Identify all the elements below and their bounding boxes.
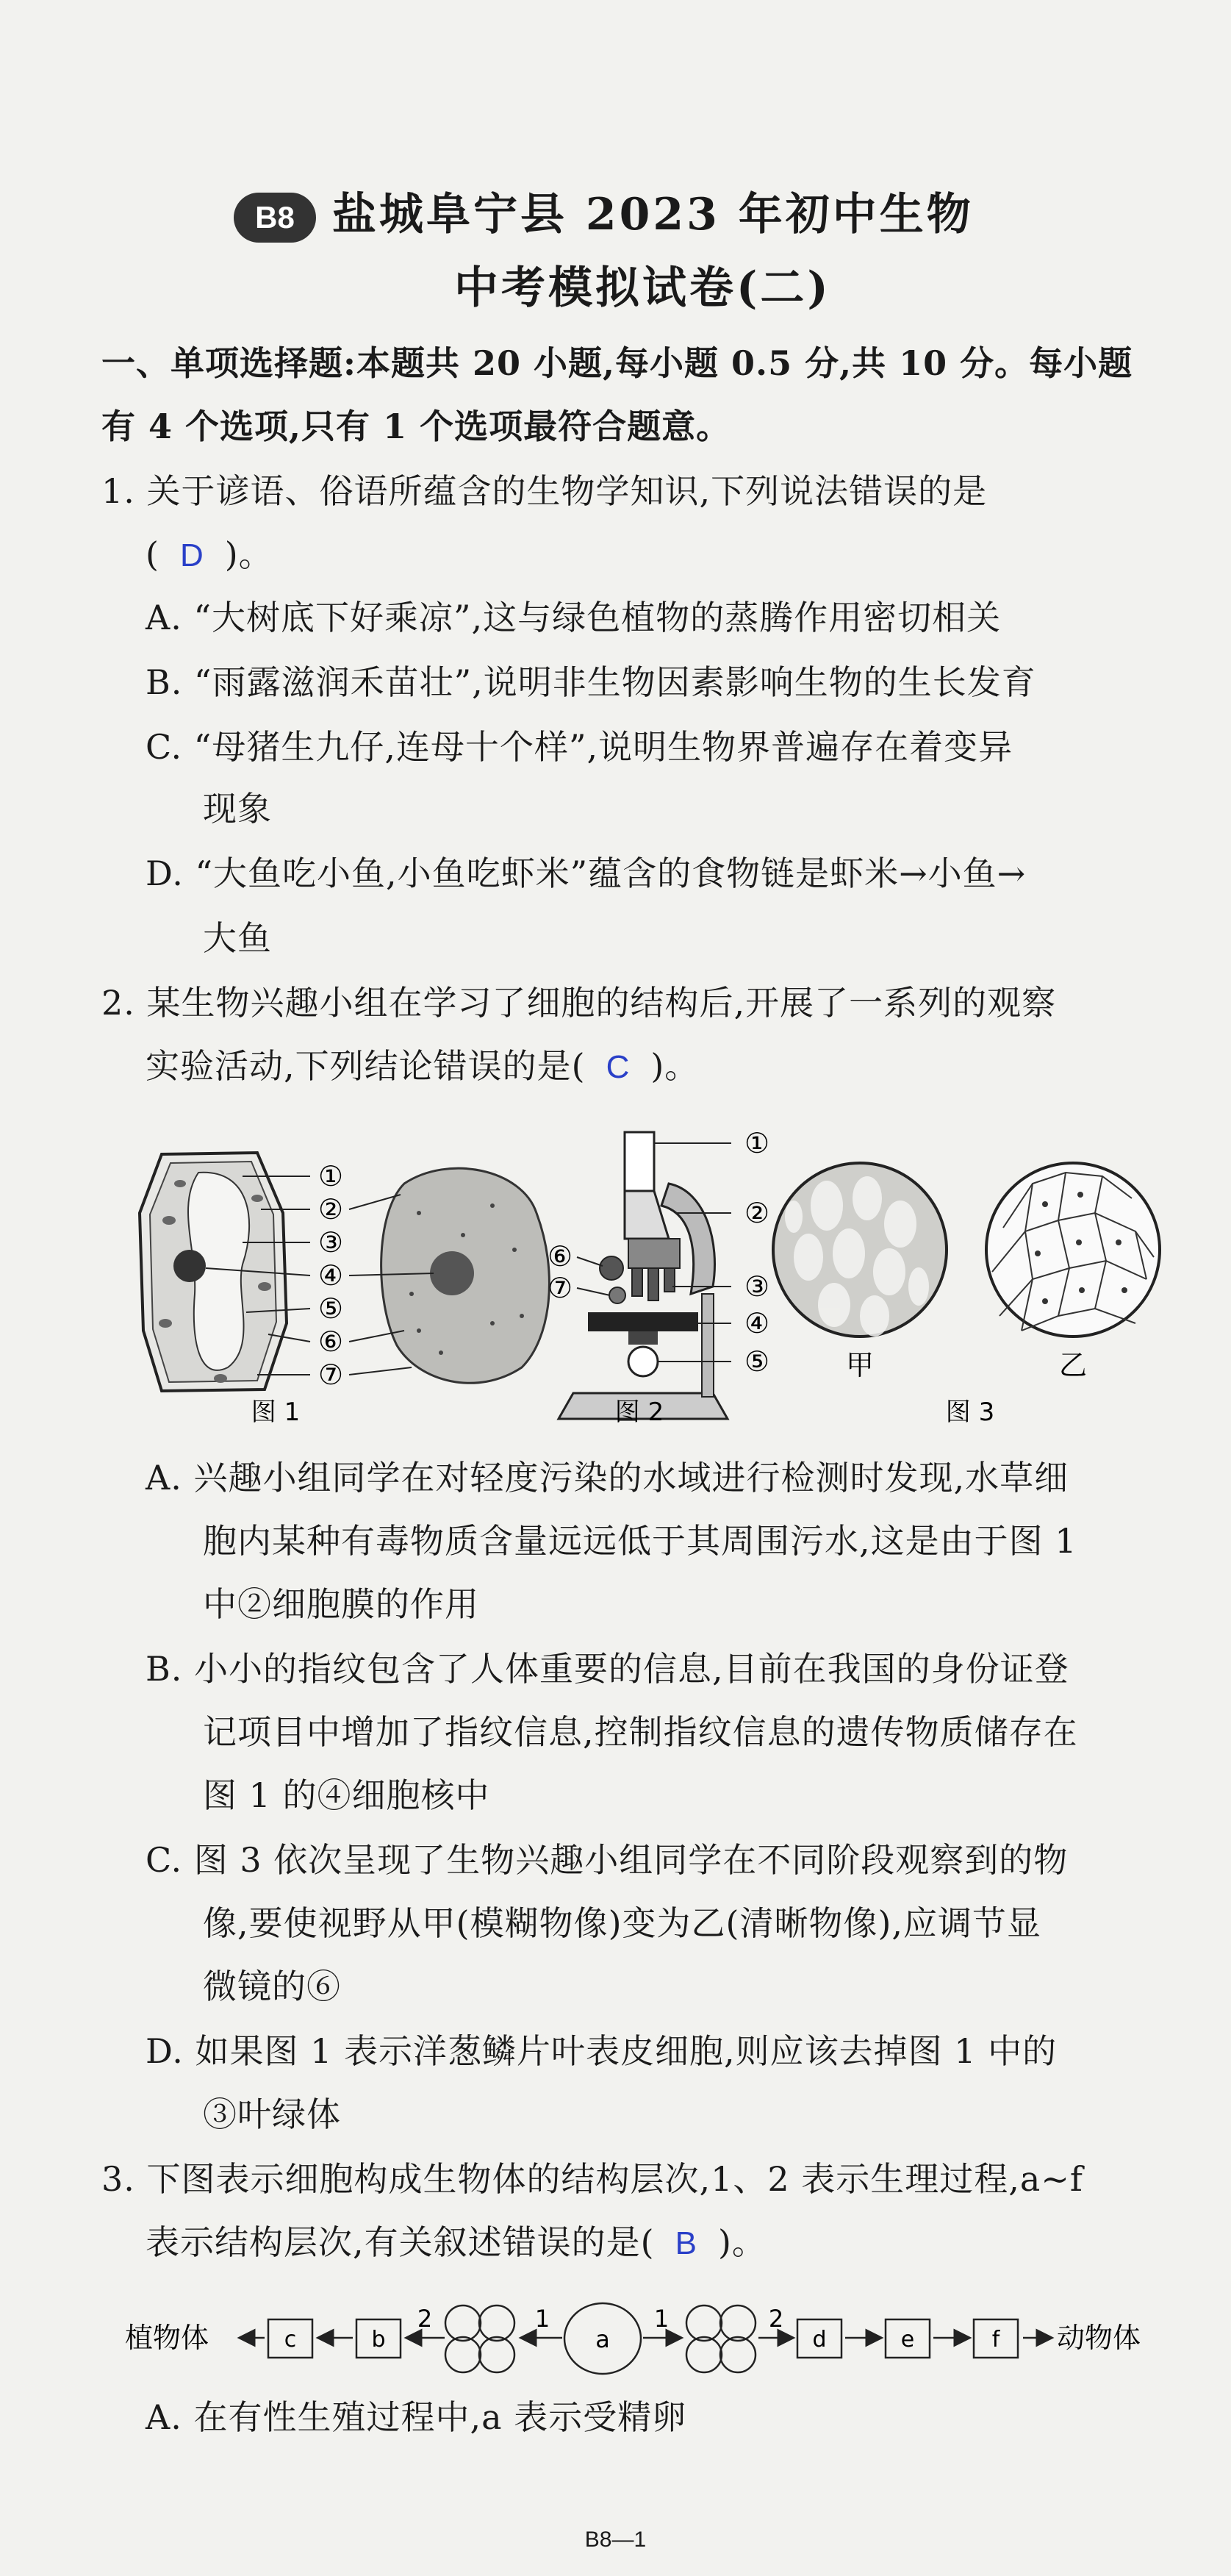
fig1-caption: 图 1 <box>251 1398 301 1427</box>
fig1-label-1: ① <box>317 1160 344 1192</box>
clear-view-yi <box>986 1163 1160 1337</box>
fig1-label-6: ⑥ <box>317 1325 344 1358</box>
q2-option-a-line1: A. 兴趣小组同学在对轻度污染的水域进行检测时发现,水草细 <box>146 1458 1069 1498</box>
q1-option-d-line2: 大鱼 <box>203 918 272 958</box>
process-1-right: 1 <box>653 2305 670 2333</box>
q2-option-b-line1: B. 小小的指纹包含了人体重要的信息,目前在我国的身份证登 <box>146 1649 1069 1689</box>
q3-stem-line1: 3. 下图表示细胞构成生物体的结构层次,1、2 表示生理过程,a~f <box>101 2159 1083 2199</box>
section-badge: B8 <box>234 193 316 243</box>
box-f: f <box>991 2327 1000 2353</box>
four-cells-right <box>686 2305 756 2372</box>
label-jia: 甲 <box>845 1349 875 1381</box>
fig1-label-4: ④ <box>317 1259 344 1292</box>
plant-body-label: 植物体 <box>125 2322 209 2354</box>
page-number: B8—1 <box>584 2527 647 2552</box>
box-e: e <box>900 2327 915 2353</box>
process-2-left: 2 <box>417 2305 433 2333</box>
structure-level-diagram <box>118 2290 1161 2386</box>
fig2-label-1: ① <box>744 1127 770 1159</box>
fig2-label-7: ⑦ <box>547 1272 573 1304</box>
q2-option-c-line2: 像,要使视野从甲(模糊物像)变为乙(清晰物像),应调节显 <box>203 1903 1042 1943</box>
box-b: b <box>371 2327 386 2353</box>
q2-option-b-line3: 图 1 的④细胞核中 <box>203 1775 490 1815</box>
process-2-right: 2 <box>768 2305 784 2333</box>
box-d: d <box>812 2327 827 2353</box>
animal-cell-diagram <box>349 1168 549 1383</box>
q2-option-a-line2: 胞内某种有毒物质含量远远低于其周围污水,这是由于图 1 <box>203 1521 1077 1561</box>
q3-answer: B <box>675 2225 697 2261</box>
q1-answer: D <box>179 537 204 573</box>
fig3-caption: 图 3 <box>945 1398 995 1427</box>
q1-option-b: B. “雨露滋润禾苗壮”,说明非生物因素影响生物的生长发育 <box>146 662 1036 702</box>
page-title-line2: 中考模拟试卷(二) <box>454 262 831 314</box>
q3-stem-line2: 表示结构层次,有关叙述错误的是( B )。 <box>146 2222 767 2262</box>
q2-answer: C <box>606 1049 631 1085</box>
q2-option-c-line3: 微镜的⑥ <box>203 1967 341 2006</box>
q2-option-a-line3: 中②细胞膜的作用 <box>203 1584 479 1624</box>
q1-stem-line1: 1. 关于谚语、俗语所蕴含的生物学知识,下列说法错误的是 <box>101 471 988 511</box>
q1-option-c-line1: C. “母猪生九仔,连母十个样”,说明生物界普遍存在着变异 <box>146 727 1013 767</box>
fig2-label-2: ② <box>744 1197 770 1229</box>
circle-a: a <box>595 2325 610 2353</box>
box-c: c <box>284 2327 297 2353</box>
fig1-label-3: ③ <box>317 1226 344 1259</box>
fig2-label-5: ⑤ <box>744 1345 770 1378</box>
blurry-view-jia <box>773 1163 947 1337</box>
fig1-label-2: ② <box>317 1193 344 1226</box>
fig2-label-3: ③ <box>744 1270 770 1303</box>
process-1-left: 1 <box>534 2305 550 2333</box>
microscope-diagram <box>548 1127 769 1419</box>
q2-stem-line2: 实验活动,下列结论错误的是( C )。 <box>146 1046 700 1086</box>
fig2-caption: 图 2 <box>614 1398 664 1427</box>
animal-body-label: 动物体 <box>1057 2322 1141 2354</box>
q2-stem-line1: 2. 某生物兴趣小组在学习了细胞的结构后,开展了一系列的观察 <box>101 983 1057 1023</box>
q3-option-a: A. 在有性生殖过程中,a 表示受精卵 <box>146 2397 687 2437</box>
q1-option-a: A. “大树底下好乘凉”,这与绿色植物的蒸腾作用密切相关 <box>146 598 1002 637</box>
q2-option-d-line2: ③叶绿体 <box>203 2094 341 2134</box>
fig1-label-5: ⑤ <box>317 1292 344 1325</box>
q2-option-d-line1: D. 如果图 1 表示洋葱鳞片叶表皮细胞,则应该去掉图 1 中的 <box>146 2031 1058 2071</box>
four-cells-left <box>445 2305 514 2372</box>
fig2-label-6: ⑥ <box>547 1240 573 1273</box>
q2-figure <box>110 1103 1176 1448</box>
q1-option-c-line2: 现象 <box>203 789 272 829</box>
fig1-label-7: ⑦ <box>317 1359 344 1391</box>
q1-option-d-line1: D. “大鱼吃小鱼,小鱼吃虾米”蕴含的食物链是虾米→小鱼→ <box>146 854 1027 893</box>
section-heading-line1: 一、单项选择题:本题共 20 小题,每小题 0.5 分,共 10 分。每小题 <box>101 343 1133 383</box>
q2-option-b-line2: 记项目中增加了指纹信息,控制指纹信息的遗传物质储存在 <box>203 1712 1078 1752</box>
q2-option-c-line1: C. 图 3 依次呈现了生物兴趣小组同学在不同阶段观察到的物 <box>146 1840 1069 1880</box>
page-title-line1: 盐城阜宁县 2023 年初中生物 <box>332 189 974 240</box>
fig2-label-4: ④ <box>744 1307 770 1339</box>
section-heading-line2: 有 4 个选项,只有 1 个选项最符合题意。 <box>101 407 731 446</box>
plant-cell-diagram <box>140 1153 343 1391</box>
label-yi: 乙 <box>1058 1349 1088 1381</box>
q1-stem-line2: ( D )。 <box>146 534 273 574</box>
